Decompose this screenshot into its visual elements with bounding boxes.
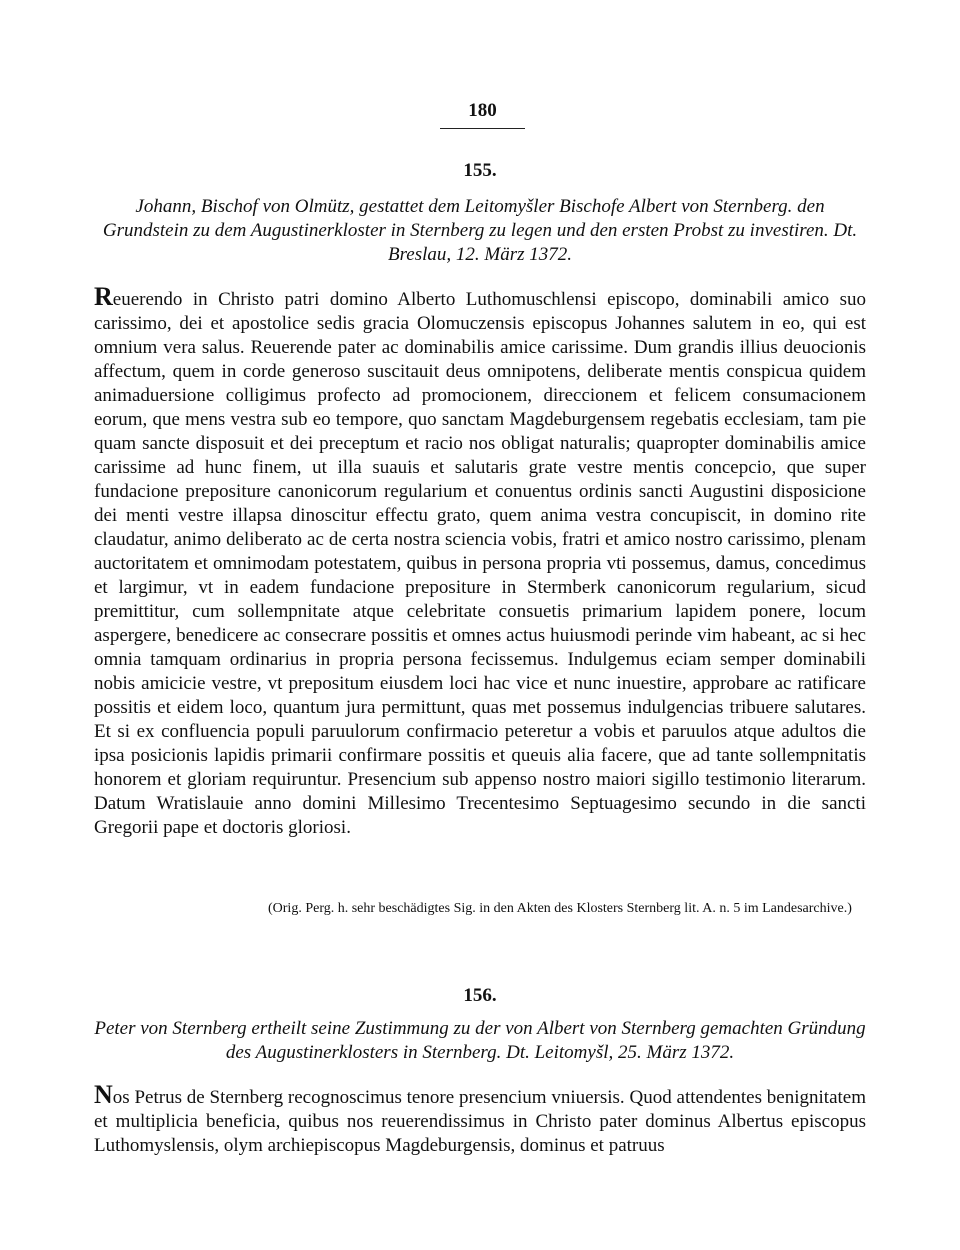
document-heading-156: Peter von Sternberg ertheilt seine Zustimmung zu der von Albert von Sternberg gemachten Gründung des Augustinerklosters in Sternberg. Dt. Leitomyšl, 25. März 1372. — [94, 1018, 866, 1063]
document-number-155: 155. — [463, 160, 497, 181]
dropcap-155: R — [94, 282, 113, 311]
body-text-155: euerendo in Christo patri domino Alberto Luthomuschlensi episcopo, dominabili amico suo carissimo, dei et apostolice sedis gracia Olomuczensis episcopus Johannes salutem in eo, qui est omnium vera salus. Reuerende pater ac dominabilis amice carissime. Dum grandis illius deuocionis affectum, quem in corde generoso suscitauit deus omnipotens, deliberate mentis conspicua quidem animaduersione colligimus profecto ad promocionem, direccionem et felicem consumacionem eorum, que mens vestra sub eo tempore, quo sanctam Magdeburgensem regebatis ecclesiam, tam pie quam sancte disposuit et dei preceptum et racio nos obligat naturalis; quapropter dominabilis amice carissime ad hunc finem, ut illa suauis et salutaris grate vestre mentis concepcio, que super fundacione prepositure canonicorum regularium et conuentus ordinis sancti Augustini disposicione dei menti vestre illapsa dinoscitur effectu grato, quem anima vestra concupiscit, in domino rite claudatur, animo deliberato ac de certa nostra sciencia vobis, fratri et amico nostro carissimo, plenam auctoritatem et omnimodam potestatem, quibus in persona propria vti possemus, damus, concedimus et largimur, vt in eadem fundacione prepositure in Stermberk canonicorum regularium, sicud premittitur, cum sollempnitate atque celebritate consuetis primarium lapidem ponere, locum aspergere, benedicere ac consecrare possitis et omnes actus huiusmodi perinde vim habeant, ac si hec omnia tamquam ordinarius in propria persona fecissemus. Indulgemus eciam semper dominabili nobis amicicie vestre, vt prepositum eiusdem loci hac vice et nunc inuestire, approbare ac ratificare possitis et eidem loco, quantum jura permittunt, quas met possemus indulgencias tribuere salutares. Et si ex confluencia populi paruulorum confirmacio peteretur a vobis et paruulos atque adultos die ipsa posicionis lapidis primarii confirmare possitis et queuis alia facere, que ad tante sollempnitatis honorem et gloriam requiruntur. Presencium sub appenso nostro maiori sigillo testimonio literarum. Datum Wratislauie anno domini Millesimo Trecentesimo Septuagesimo secundo in die sancti Gregorii pape et doctoris gloriosi. — [94, 289, 866, 838]
body-text-156: os Petrus de Sternberg recognoscimus tenore presencium vniuersis. Quod attendentes benignitatem et multiplicia beneficia, quibus nos reuerendissimus in Christo pater dominus Albertus episcopus Luthomyslensis, olym archiepiscopus Magdeburgensis, dominus et patruus — [94, 1087, 866, 1156]
document-body-156 — [94, 1080, 866, 1158]
source-note-155: (Orig. Perg. h. sehr beschädigtes Sig. in den Akten des Klosters Sternberg lit. A. n. 5 im Landesarchive.) — [268, 901, 852, 916]
dropcap-156: N — [94, 1080, 113, 1109]
document-heading-155: Johann, Bischof von Olmütz, gestattet dem Leitomyšler Bischofe Albert von Sternberg. den Grundstein zu dem Augustinerkloster in Sternberg zu legen und den ersten Probst zu investiren. Dt. Breslau, 12. März 1372. — [102, 196, 858, 265]
page-number: 180 — [440, 100, 525, 129]
document-number-156: 156. — [463, 985, 497, 1006]
document-body-155 — [94, 282, 866, 840]
